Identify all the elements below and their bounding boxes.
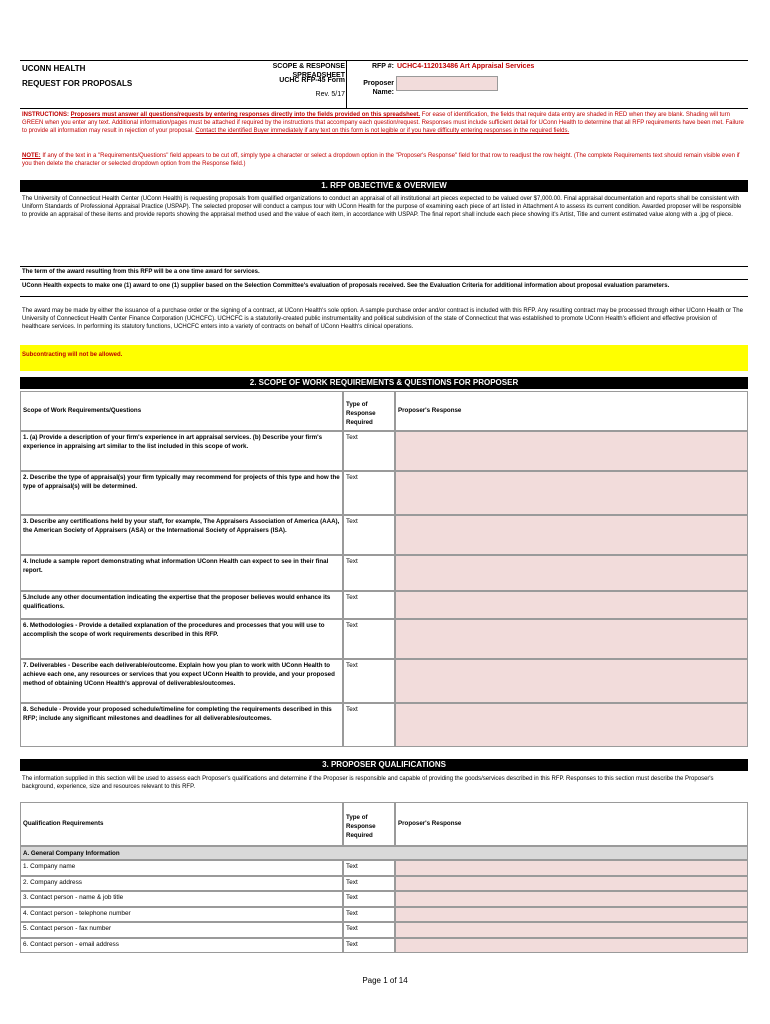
col-header-requirements: Scope of Work Requirements/Questions	[20, 391, 343, 431]
section3-title: 3. PROPOSER QUALIFICATIONS	[20, 759, 748, 771]
overview-text: The University of Connecticut Health Center (UConn Health) is requesting proposals from qualified organizations to conduct an appraisal of all institutional art pieces expected to be valued over $7,000.00. Final appraisal documentation and reports shall be consistent with Uniform Standards of Professional Appraisal Practice (USPAP). The selected proposer will conduct a campus tour with UConn Health for the purpose of examining each piece of art listed in Attachment A to assess its current condition. Awarded proposer will be responsible to provide an appraisal of these items and provide reports showing the appraisal method used and the value of each item, in accordance with USPAP. The final report shall include each piece showing it's Artist, Title and current estimated value along with a .jpg of piece.	[22, 196, 742, 218]
instructions-note	[22, 152, 746, 168]
response-type: Text	[343, 907, 395, 923]
page-number: Page 1 of 14	[362, 976, 408, 985]
rule	[20, 296, 748, 297]
rule	[20, 279, 748, 280]
qualification-item: 6. Contact person - email address	[20, 938, 343, 954]
requirement-question: 6. Methodologies - Provide a detailed explanation of the procedures and processes that you will use to accomplish the scope of work requirements described in this RFP.	[20, 619, 343, 659]
response-type: Text	[343, 619, 395, 659]
response-type: Text	[343, 659, 395, 703]
term-text: The term of the award resulting from this RFP will be a one time award for services.	[22, 269, 260, 275]
rule	[20, 266, 748, 267]
header-top-rule	[20, 60, 748, 61]
proposer-response-field[interactable]	[395, 876, 748, 892]
response-type: Text	[343, 876, 395, 892]
qualification-item: 5. Contact person - fax number	[20, 922, 343, 938]
instructions-lead: Proposers must answer all questions/requests by entering responses directly into the fields provided on this spreadsheet.	[70, 112, 421, 118]
requirement-question: 1. (a) Provide a description of your firm's experience in art appraisal services. (b) Describe your firm's experience in appraising art similar to the list included in this scope of work.	[20, 431, 343, 471]
qualification-item: 3. Contact person - name & job title	[20, 891, 343, 907]
response-type: Text	[343, 515, 395, 555]
response-type: Text	[343, 555, 395, 591]
qualification-item: 2. Company address	[20, 876, 343, 892]
response-type: Text	[343, 922, 395, 938]
proposer-name-label: Proposer Name:	[363, 80, 394, 96]
proposer-name-field[interactable]	[396, 76, 498, 91]
col-header-response: Proposer's Response	[395, 802, 748, 846]
response-type: Text	[343, 938, 395, 954]
proposer-response-field[interactable]	[395, 703, 748, 747]
proposer-response-field[interactable]	[395, 860, 748, 876]
proposer-response-field[interactable]	[395, 891, 748, 907]
response-type: Text	[343, 860, 395, 876]
note-label: NOTE:	[22, 153, 41, 159]
section3-intro: The information supplied in this section will be used to assess each Proposer's qualifications and determine if the Proposer is responsible and capable of providing the goods/services described in this RFP. Responses to this section must describe the Proposer's background, experience, size and resources relevant to this RFP.	[22, 776, 714, 790]
response-type: Text	[343, 891, 395, 907]
col-header-qualifications: Qualification Requirements	[20, 802, 343, 846]
award-note-text: The award may be made by either the issuance of a purchase order or the signing of a contract, at UConn Health's sole option. A sample purchase order and/or contract is included with this RFP. Any resulting contract may be processed through either UConn Health or The University of Connecticut Health Center Finance Corporation (UCHCFC). UCHCFC is a statutorily-created public instrumentality and political subdivision of the state of Connecticut that was established to promote UConn Health's efficient and effective provision of healthcare services. In performing its statutory functions, UCHCFC enters into a variety of contracts on behalf of UConn Health's clinical operations.	[22, 308, 743, 330]
section2-title: 2. SCOPE OF WORK REQUIREMENTS & QUESTIONS FOR PROPOSER	[20, 377, 748, 389]
subcontracting-note: Subcontracting will not be allowed.	[20, 345, 748, 371]
header-divider	[346, 60, 347, 108]
form-id: UCHC RFP-45 Form	[279, 77, 345, 84]
response-type: Text	[343, 703, 395, 747]
requirement-question: 4. Include a sample report demonstrating what information UConn Health can expect to see in their final report.	[20, 555, 343, 591]
proposer-response-field[interactable]	[395, 591, 748, 619]
requirement-question: 3. Describe any certifications held by your staff, for example, The Appraisers Association of America (AAA), the American Society of Appraisers (ASA) or the International Society of Appraisers (ISA).	[20, 515, 343, 555]
col-header-type: Type of Response Required	[343, 802, 395, 846]
proposer-response-field[interactable]	[395, 907, 748, 923]
qualification-item: 4. Contact person - telephone number	[20, 907, 343, 923]
header-bottom-rule	[20, 108, 748, 109]
group-header: A. General Company Information	[20, 846, 748, 860]
requirement-question: 7. Deliverables - Describe each deliverable/outcome. Explain how you plan to work with UConn Health to achieve each one, any resources or services that you expect UConn Health to provide, and your proposed method of obtaining UConn Health's approval of deliverables/outcomes.	[20, 659, 343, 703]
response-type: Text	[343, 431, 395, 471]
response-type: Text	[343, 471, 395, 515]
requirement-question: 8. Schedule - Provide your proposed schedule/timeline for completing the requirements described in this RFP; include any significant milestones and deadlines for all deliverables/outcomes.	[20, 703, 343, 747]
requirement-question: 5.Include any other documentation indicating the expertise that the proposer believes would enhance its qualifications.	[20, 591, 343, 619]
proposer-response-field[interactable]	[395, 619, 748, 659]
note-text: If any of the text in a "Requirements/Questions" field appears to be cut off, simply type a character or select a dropdown option in the "Proposer's Response" field for that row to readjust the row height. (The complete Requirements text should remain visible even if you then delete the character or selected dropdown option from the Response field.)	[22, 153, 740, 167]
instructions-label: INSTRUCTIONS:	[22, 112, 69, 118]
rfp-number: UCHC4-112013486 Art Appraisal Services	[397, 63, 535, 70]
revision: Rev. 5/17	[315, 91, 345, 98]
doc-subtitle: REQUEST FOR PROPOSALS	[22, 79, 133, 88]
col-header-type: Type of Response Required	[343, 391, 395, 431]
requirement-question: 2. Describe the type of appraisal(s) your firm typically may recommend for projects of this type and how the type of appraisal(s) will be determined.	[20, 471, 343, 515]
instructions	[22, 111, 746, 135]
proposer-response-field[interactable]	[395, 431, 748, 471]
proposer-response-field[interactable]	[395, 938, 748, 954]
proposer-response-field[interactable]	[395, 555, 748, 591]
org-name: UCONN HEALTH	[22, 64, 86, 73]
qualification-item: 1. Company name	[20, 860, 343, 876]
proposer-response-field[interactable]	[395, 659, 748, 703]
section1-title: 1. RFP OBJECTIVE & OVERVIEW	[20, 180, 748, 192]
proposer-response-field[interactable]	[395, 471, 748, 515]
rfp-label: RFP #:	[371, 63, 394, 70]
doc-title: SCOPE & RESPONSE SPREADSHEET	[272, 63, 345, 79]
proposer-response-field[interactable]	[395, 515, 748, 555]
col-header-response: Proposer's Response	[395, 391, 748, 431]
proposer-response-field[interactable]	[395, 922, 748, 938]
response-type: Text	[343, 591, 395, 619]
instructions-body: For ease of identification, the fields that require data entry are shaded in RED when they are blank. Shading will turn GREEN when you enter any text. Additional information/pages must be attached if required by the instructions that accompany each question/request. Responses must include sufficient detail for UConn Health to determine that all RFP requirements have been met. Failure to provide all information may result in rejection of your proposal.	[22, 112, 744, 134]
award-text: UConn Health expects to make one (1) award to one (1) supplier based on the Selection Committee's evaluation of proposals received. See the Evaluation Criteria for additional information about proposal evaluation parameters.	[22, 283, 670, 289]
instructions-contact: Contact the identified Buyer immediately if any text on this form is not legible or if you have difficulty entering responses in the required fields.	[195, 128, 570, 134]
